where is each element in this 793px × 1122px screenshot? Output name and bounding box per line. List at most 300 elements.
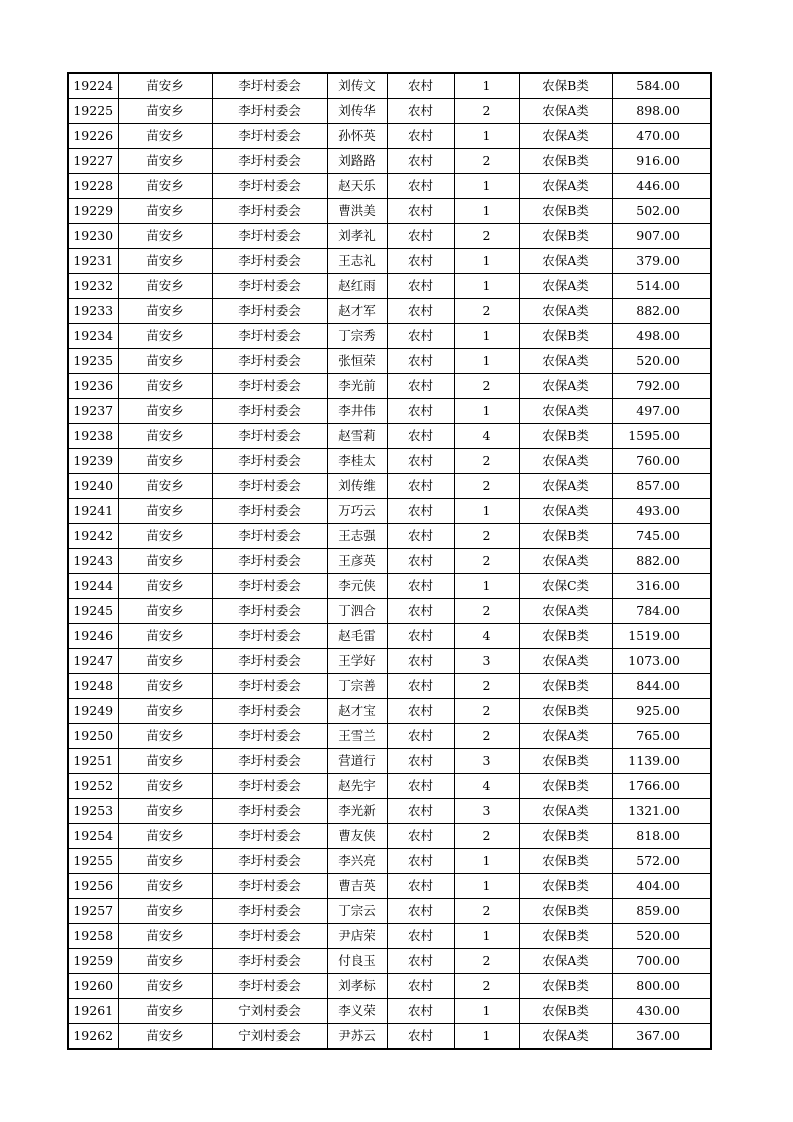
household-type-cell: 农村 <box>387 149 454 174</box>
person-count-cell: 2 <box>454 474 519 499</box>
village-committee-cell: 李圩村委会 <box>212 224 327 249</box>
table-row <box>68 649 711 674</box>
person-count-cell: 4 <box>454 774 519 799</box>
village-committee-cell: 李圩村委会 <box>212 774 327 799</box>
serial-number-cell: 19259 <box>68 949 118 974</box>
table-row <box>68 699 711 724</box>
name-cell: 李元侠 <box>327 574 387 599</box>
name-cell: 刘孝礼 <box>327 224 387 249</box>
table-row <box>68 374 711 399</box>
person-count-cell: 4 <box>454 624 519 649</box>
household-type-cell: 农村 <box>387 374 454 399</box>
amount-cell: 584.00 <box>612 73 711 99</box>
table-row <box>68 524 711 549</box>
amount-cell: 498.00 <box>612 324 711 349</box>
village-committee-cell: 李圩村委会 <box>212 174 327 199</box>
amount-cell: 497.00 <box>612 399 711 424</box>
insurance-category-cell: 农保B类 <box>519 924 612 949</box>
insurance-category-cell: 农保A类 <box>519 124 612 149</box>
township-cell: 苗安乡 <box>118 73 212 99</box>
serial-number-cell: 19235 <box>68 349 118 374</box>
township-cell: 苗安乡 <box>118 524 212 549</box>
table-row <box>68 999 711 1024</box>
data-table-sheet <box>67 72 710 1050</box>
amount-cell: 316.00 <box>612 574 711 599</box>
person-count-cell: 2 <box>454 674 519 699</box>
household-type-cell: 农村 <box>387 1024 454 1050</box>
township-cell: 苗安乡 <box>118 1024 212 1050</box>
household-type-cell: 农村 <box>387 199 454 224</box>
village-committee-cell: 李圩村委会 <box>212 724 327 749</box>
table-row <box>68 174 711 199</box>
table-row <box>68 599 711 624</box>
table-row <box>68 199 711 224</box>
name-cell: 王志礼 <box>327 249 387 274</box>
name-cell: 赵红雨 <box>327 274 387 299</box>
name-cell: 营道行 <box>327 749 387 774</box>
village-committee-cell: 李圩村委会 <box>212 649 327 674</box>
village-committee-cell: 李圩村委会 <box>212 949 327 974</box>
amount-cell: 1519.00 <box>612 624 711 649</box>
name-cell: 赵天乐 <box>327 174 387 199</box>
table-row <box>68 674 711 699</box>
village-committee-cell: 宁刘村委会 <box>212 1024 327 1050</box>
village-committee-cell: 李圩村委会 <box>212 99 327 124</box>
table-row <box>68 249 711 274</box>
household-type-cell: 农村 <box>387 874 454 899</box>
person-count-cell: 3 <box>454 649 519 674</box>
table-row <box>68 349 711 374</box>
township-cell: 苗安乡 <box>118 274 212 299</box>
insurance-category-cell: 农保A类 <box>519 449 612 474</box>
household-type-cell: 农村 <box>387 474 454 499</box>
insurance-category-cell: 农保A类 <box>519 649 612 674</box>
insurance-category-cell: 农保B类 <box>519 899 612 924</box>
village-committee-cell: 李圩村委会 <box>212 424 327 449</box>
serial-number-cell: 19243 <box>68 549 118 574</box>
person-count-cell: 2 <box>454 549 519 574</box>
household-type-cell: 农村 <box>387 799 454 824</box>
household-type-cell: 农村 <box>387 124 454 149</box>
serial-number-cell: 19256 <box>68 874 118 899</box>
name-cell: 王学好 <box>327 649 387 674</box>
person-count-cell: 2 <box>454 99 519 124</box>
household-type-cell: 农村 <box>387 349 454 374</box>
table-row <box>68 749 711 774</box>
township-cell: 苗安乡 <box>118 224 212 249</box>
township-cell: 苗安乡 <box>118 724 212 749</box>
township-cell: 苗安乡 <box>118 974 212 999</box>
village-committee-cell: 李圩村委会 <box>212 899 327 924</box>
name-cell: 王志强 <box>327 524 387 549</box>
insurance-category-cell: 农保B类 <box>519 149 612 174</box>
village-committee-cell: 李圩村委会 <box>212 924 327 949</box>
serial-number-cell: 19228 <box>68 174 118 199</box>
village-committee-cell: 李圩村委会 <box>212 599 327 624</box>
amount-cell: 760.00 <box>612 449 711 474</box>
township-cell: 苗安乡 <box>118 924 212 949</box>
village-committee-cell: 李圩村委会 <box>212 574 327 599</box>
table-row <box>68 99 711 124</box>
serial-number-cell: 19248 <box>68 674 118 699</box>
village-committee-cell: 李圩村委会 <box>212 374 327 399</box>
amount-cell: 1139.00 <box>612 749 711 774</box>
insurance-category-cell: 农保A类 <box>519 249 612 274</box>
insurance-category-cell: 农保B类 <box>519 749 612 774</box>
table-row <box>68 849 711 874</box>
village-committee-cell: 李圩村委会 <box>212 449 327 474</box>
household-type-cell: 农村 <box>387 949 454 974</box>
serial-number-cell: 19257 <box>68 899 118 924</box>
township-cell: 苗安乡 <box>118 374 212 399</box>
data-table <box>67 72 712 1050</box>
person-count-cell: 2 <box>454 374 519 399</box>
insurance-category-cell: 农保B类 <box>519 199 612 224</box>
table-row <box>68 824 711 849</box>
household-type-cell: 农村 <box>387 824 454 849</box>
township-cell: 苗安乡 <box>118 449 212 474</box>
insurance-category-cell: 农保B类 <box>519 999 612 1024</box>
person-count-cell: 1 <box>454 499 519 524</box>
serial-number-cell: 19253 <box>68 799 118 824</box>
household-type-cell: 农村 <box>387 624 454 649</box>
name-cell: 王彦英 <box>327 549 387 574</box>
amount-cell: 818.00 <box>612 824 711 849</box>
amount-cell: 1766.00 <box>612 774 711 799</box>
insurance-category-cell: 农保A类 <box>519 949 612 974</box>
serial-number-cell: 19232 <box>68 274 118 299</box>
insurance-category-cell: 农保B类 <box>519 424 612 449</box>
household-type-cell: 农村 <box>387 724 454 749</box>
amount-cell: 745.00 <box>612 524 711 549</box>
name-cell: 赵才军 <box>327 299 387 324</box>
township-cell: 苗安乡 <box>118 299 212 324</box>
village-committee-cell: 李圩村委会 <box>212 674 327 699</box>
person-count-cell: 1 <box>454 274 519 299</box>
table-row <box>68 149 711 174</box>
amount-cell: 765.00 <box>612 724 711 749</box>
person-count-cell: 2 <box>454 524 519 549</box>
serial-number-cell: 19250 <box>68 724 118 749</box>
table-row <box>68 974 711 999</box>
table-row <box>68 924 711 949</box>
township-cell: 苗安乡 <box>118 324 212 349</box>
name-cell: 刘路路 <box>327 149 387 174</box>
person-count-cell: 2 <box>454 149 519 174</box>
insurance-category-cell: 农保B类 <box>519 73 612 99</box>
village-committee-cell: 李圩村委会 <box>212 499 327 524</box>
name-cell: 曹洪美 <box>327 199 387 224</box>
table-row <box>68 73 711 99</box>
serial-number-cell: 19245 <box>68 599 118 624</box>
name-cell: 王雪兰 <box>327 724 387 749</box>
household-type-cell: 农村 <box>387 974 454 999</box>
name-cell: 曹友侠 <box>327 824 387 849</box>
serial-number-cell: 19242 <box>68 524 118 549</box>
household-type-cell: 农村 <box>387 399 454 424</box>
amount-cell: 907.00 <box>612 224 711 249</box>
name-cell: 李光前 <box>327 374 387 399</box>
table-row <box>68 949 711 974</box>
township-cell: 苗安乡 <box>118 824 212 849</box>
serial-number-cell: 19247 <box>68 649 118 674</box>
insurance-category-cell: 农保A类 <box>519 549 612 574</box>
person-count-cell: 2 <box>454 699 519 724</box>
table-row <box>68 899 711 924</box>
serial-number-cell: 19261 <box>68 999 118 1024</box>
insurance-category-cell: 农保A类 <box>519 399 612 424</box>
serial-number-cell: 19241 <box>68 499 118 524</box>
household-type-cell: 农村 <box>387 924 454 949</box>
serial-number-cell: 19234 <box>68 324 118 349</box>
amount-cell: 857.00 <box>612 474 711 499</box>
person-count-cell: 2 <box>454 824 519 849</box>
amount-cell: 572.00 <box>612 849 711 874</box>
person-count-cell: 2 <box>454 449 519 474</box>
name-cell: 孙怀英 <box>327 124 387 149</box>
township-cell: 苗安乡 <box>118 849 212 874</box>
insurance-category-cell: 农保B类 <box>519 974 612 999</box>
serial-number-cell: 19262 <box>68 1024 118 1050</box>
name-cell: 刘传维 <box>327 474 387 499</box>
name-cell: 曹吉英 <box>327 874 387 899</box>
insurance-category-cell: 农保B类 <box>519 849 612 874</box>
township-cell: 苗安乡 <box>118 199 212 224</box>
serial-number-cell: 19229 <box>68 199 118 224</box>
serial-number-cell: 19246 <box>68 624 118 649</box>
household-type-cell: 农村 <box>387 499 454 524</box>
township-cell: 苗安乡 <box>118 699 212 724</box>
serial-number-cell: 19230 <box>68 224 118 249</box>
amount-cell: 520.00 <box>612 349 711 374</box>
amount-cell: 502.00 <box>612 199 711 224</box>
amount-cell: 1073.00 <box>612 649 711 674</box>
household-type-cell: 农村 <box>387 174 454 199</box>
insurance-category-cell: 农保B类 <box>519 874 612 899</box>
insurance-category-cell: 农保A类 <box>519 174 612 199</box>
village-committee-cell: 李圩村委会 <box>212 73 327 99</box>
household-type-cell: 农村 <box>387 999 454 1024</box>
amount-cell: 882.00 <box>612 299 711 324</box>
serial-number-cell: 19233 <box>68 299 118 324</box>
name-cell: 赵雪莉 <box>327 424 387 449</box>
serial-number-cell: 19258 <box>68 924 118 949</box>
village-committee-cell: 李圩村委会 <box>212 799 327 824</box>
person-count-cell: 1 <box>454 574 519 599</box>
household-type-cell: 农村 <box>387 749 454 774</box>
township-cell: 苗安乡 <box>118 249 212 274</box>
household-type-cell: 农村 <box>387 849 454 874</box>
amount-cell: 784.00 <box>612 599 711 624</box>
person-count-cell: 1 <box>454 349 519 374</box>
name-cell: 赵才宝 <box>327 699 387 724</box>
household-type-cell: 农村 <box>387 549 454 574</box>
name-cell: 赵先宇 <box>327 774 387 799</box>
amount-cell: 1595.00 <box>612 424 711 449</box>
person-count-cell: 2 <box>454 974 519 999</box>
village-committee-cell: 李圩村委会 <box>212 299 327 324</box>
township-cell: 苗安乡 <box>118 999 212 1024</box>
table-row <box>68 499 711 524</box>
serial-number-cell: 19260 <box>68 974 118 999</box>
village-committee-cell: 李圩村委会 <box>212 399 327 424</box>
person-count-cell: 1 <box>454 999 519 1024</box>
amount-cell: 404.00 <box>612 874 711 899</box>
person-count-cell: 1 <box>454 249 519 274</box>
serial-number-cell: 19244 <box>68 574 118 599</box>
serial-number-cell: 19240 <box>68 474 118 499</box>
name-cell: 李兴亮 <box>327 849 387 874</box>
serial-number-cell: 19252 <box>68 774 118 799</box>
table-row <box>68 274 711 299</box>
person-count-cell: 1 <box>454 874 519 899</box>
township-cell: 苗安乡 <box>118 899 212 924</box>
township-cell: 苗安乡 <box>118 949 212 974</box>
household-type-cell: 农村 <box>387 324 454 349</box>
serial-number-cell: 19231 <box>68 249 118 274</box>
township-cell: 苗安乡 <box>118 749 212 774</box>
township-cell: 苗安乡 <box>118 474 212 499</box>
table-body <box>68 73 711 1049</box>
township-cell: 苗安乡 <box>118 174 212 199</box>
township-cell: 苗安乡 <box>118 349 212 374</box>
township-cell: 苗安乡 <box>118 124 212 149</box>
amount-cell: 379.00 <box>612 249 711 274</box>
household-type-cell: 农村 <box>387 599 454 624</box>
village-committee-cell: 李圩村委会 <box>212 124 327 149</box>
township-cell: 苗安乡 <box>118 149 212 174</box>
serial-number-cell: 19224 <box>68 73 118 99</box>
serial-number-cell: 19238 <box>68 424 118 449</box>
insurance-category-cell: 农保B类 <box>519 324 612 349</box>
person-count-cell: 2 <box>454 724 519 749</box>
household-type-cell: 农村 <box>387 699 454 724</box>
household-type-cell: 农村 <box>387 274 454 299</box>
household-type-cell: 农村 <box>387 424 454 449</box>
amount-cell: 844.00 <box>612 674 711 699</box>
insurance-category-cell: 农保B类 <box>519 674 612 699</box>
name-cell: 刘传华 <box>327 99 387 124</box>
insurance-category-cell: 农保A类 <box>519 474 612 499</box>
serial-number-cell: 19251 <box>68 749 118 774</box>
amount-cell: 700.00 <box>612 949 711 974</box>
insurance-category-cell: 农保B类 <box>519 624 612 649</box>
amount-cell: 367.00 <box>612 1024 711 1050</box>
insurance-category-cell: 农保B类 <box>519 524 612 549</box>
person-count-cell: 2 <box>454 899 519 924</box>
serial-number-cell: 19254 <box>68 824 118 849</box>
township-cell: 苗安乡 <box>118 774 212 799</box>
township-cell: 苗安乡 <box>118 599 212 624</box>
table-row <box>68 424 711 449</box>
table-row <box>68 724 711 749</box>
insurance-category-cell: 农保A类 <box>519 274 612 299</box>
amount-cell: 514.00 <box>612 274 711 299</box>
village-committee-cell: 李圩村委会 <box>212 249 327 274</box>
household-type-cell: 农村 <box>387 224 454 249</box>
township-cell: 苗安乡 <box>118 624 212 649</box>
name-cell: 丁宗秀 <box>327 324 387 349</box>
person-count-cell: 1 <box>454 199 519 224</box>
serial-number-cell: 19255 <box>68 849 118 874</box>
household-type-cell: 农村 <box>387 449 454 474</box>
table-row <box>68 224 711 249</box>
village-committee-cell: 李圩村委会 <box>212 199 327 224</box>
insurance-category-cell: 农保A类 <box>519 1024 612 1050</box>
township-cell: 苗安乡 <box>118 649 212 674</box>
name-cell: 万巧云 <box>327 499 387 524</box>
amount-cell: 916.00 <box>612 149 711 174</box>
amount-cell: 430.00 <box>612 999 711 1024</box>
table-row <box>68 774 711 799</box>
table-row <box>68 324 711 349</box>
table-row <box>68 399 711 424</box>
village-committee-cell: 李圩村委会 <box>212 849 327 874</box>
village-committee-cell: 李圩村委会 <box>212 974 327 999</box>
township-cell: 苗安乡 <box>118 499 212 524</box>
person-count-cell: 1 <box>454 324 519 349</box>
village-committee-cell: 李圩村委会 <box>212 624 327 649</box>
amount-cell: 1321.00 <box>612 799 711 824</box>
village-committee-cell: 李圩村委会 <box>212 474 327 499</box>
village-committee-cell: 李圩村委会 <box>212 549 327 574</box>
township-cell: 苗安乡 <box>118 674 212 699</box>
name-cell: 付良玉 <box>327 949 387 974</box>
amount-cell: 520.00 <box>612 924 711 949</box>
serial-number-cell: 19239 <box>68 449 118 474</box>
insurance-category-cell: 农保C类 <box>519 574 612 599</box>
person-count-cell: 4 <box>454 424 519 449</box>
household-type-cell: 农村 <box>387 249 454 274</box>
township-cell: 苗安乡 <box>118 549 212 574</box>
household-type-cell: 农村 <box>387 73 454 99</box>
table-row <box>68 124 711 149</box>
person-count-cell: 1 <box>454 399 519 424</box>
person-count-cell: 1 <box>454 73 519 99</box>
village-committee-cell: 李圩村委会 <box>212 874 327 899</box>
village-committee-cell: 李圩村委会 <box>212 749 327 774</box>
township-cell: 苗安乡 <box>118 799 212 824</box>
amount-cell: 800.00 <box>612 974 711 999</box>
household-type-cell: 农村 <box>387 574 454 599</box>
village-committee-cell: 李圩村委会 <box>212 149 327 174</box>
amount-cell: 792.00 <box>612 374 711 399</box>
household-type-cell: 农村 <box>387 524 454 549</box>
insurance-category-cell: 农保A类 <box>519 724 612 749</box>
table-row <box>68 874 711 899</box>
household-type-cell: 农村 <box>387 674 454 699</box>
township-cell: 苗安乡 <box>118 424 212 449</box>
name-cell: 尹店荣 <box>327 924 387 949</box>
amount-cell: 925.00 <box>612 699 711 724</box>
table-row <box>68 574 711 599</box>
insurance-category-cell: 农保A类 <box>519 599 612 624</box>
village-committee-cell: 李圩村委会 <box>212 524 327 549</box>
table-row <box>68 449 711 474</box>
name-cell: 刘孝标 <box>327 974 387 999</box>
name-cell: 李井伟 <box>327 399 387 424</box>
person-count-cell: 1 <box>454 124 519 149</box>
amount-cell: 882.00 <box>612 549 711 574</box>
name-cell: 李义荣 <box>327 999 387 1024</box>
insurance-category-cell: 农保A类 <box>519 349 612 374</box>
person-count-cell: 1 <box>454 174 519 199</box>
table-row <box>68 799 711 824</box>
amount-cell: 470.00 <box>612 124 711 149</box>
table-row <box>68 1024 711 1050</box>
name-cell: 丁泗合 <box>327 599 387 624</box>
serial-number-cell: 19237 <box>68 399 118 424</box>
